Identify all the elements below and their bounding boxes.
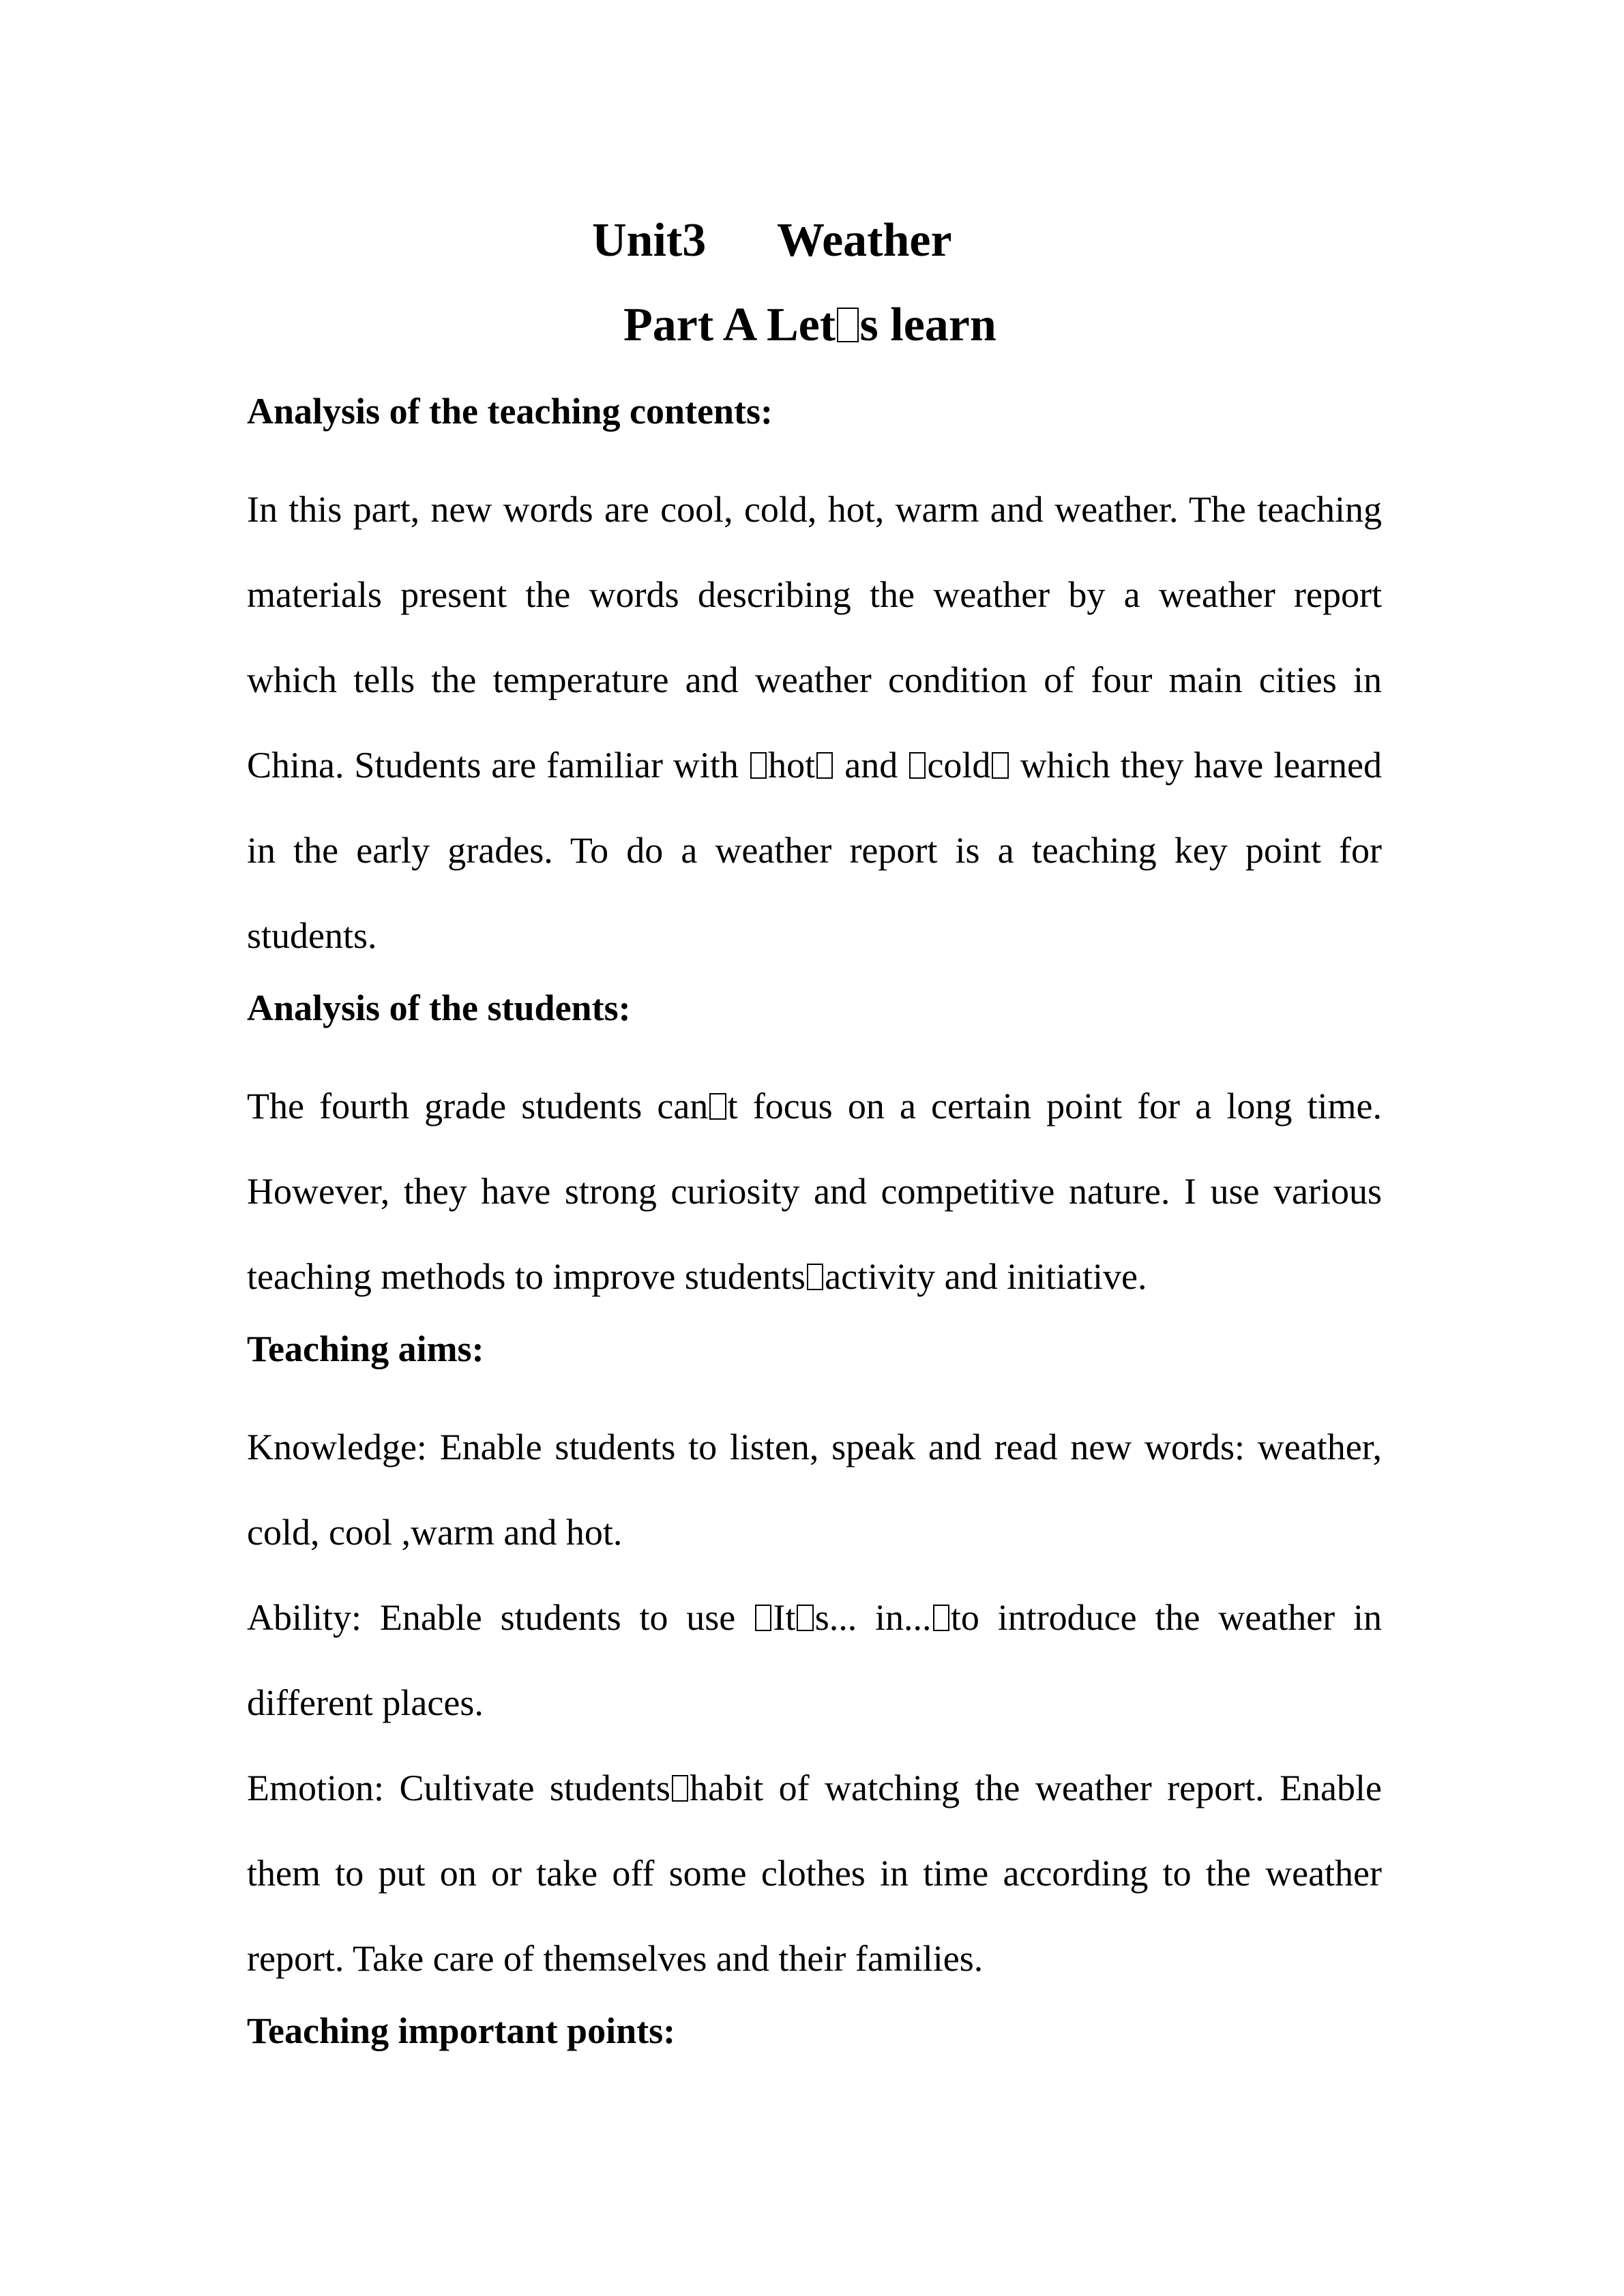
paragraph-knowledge: Knowledge: Enable students to listen, speak and read new words: weather, cold, cool ,warm and hot. — [247, 1427, 1382, 1553]
text-run: The fourth grade students can — [247, 1086, 709, 1127]
missing-glyph-box — [750, 752, 767, 779]
missing-glyph-box — [816, 752, 833, 779]
text-run: t focus on a certain point for a long time. However, they have strong curiosity and competitive nature. I use various teaching methods to improve students — [247, 1086, 1382, 1297]
text-run: It — [773, 1597, 796, 1638]
paragraph-emotion — [247, 1746, 1382, 2001]
text-run: which they have learned in the early grades. To do a weather report is a teaching key point for students. — [247, 745, 1383, 956]
paragraph-ability — [247, 1575, 1382, 1746]
text-run: Ability: Enable students to use — [247, 1597, 754, 1638]
text-run: to introduce the weather in different places. — [247, 1597, 1382, 1723]
document-body — [247, 382, 1382, 2087]
text-run: Emotion: Cultivate students — [247, 1768, 670, 1808]
paragraph-students — [247, 1064, 1382, 1320]
missing-glyph-box — [709, 1093, 726, 1120]
missing-glyph-box — [672, 1775, 688, 1802]
heading-teaching-contents: Analysis of the teaching contents: — [247, 391, 773, 432]
text-run: hot — [768, 745, 816, 786]
heading-teaching-aims: Teaching aims: — [247, 1328, 484, 1369]
missing-glyph-box — [837, 308, 859, 342]
document-title: Unit3 Weather — [592, 214, 952, 267]
text-run: activity and initiative. — [825, 1256, 1147, 1297]
subtitle-part-2: s learn — [859, 299, 996, 351]
missing-glyph-box — [909, 752, 926, 779]
text-run: s... in... — [814, 1597, 932, 1638]
missing-glyph-box — [755, 1605, 771, 1631]
text-run: cold — [927, 745, 991, 786]
missing-glyph-box — [933, 1605, 949, 1631]
document-subtitle — [0, 295, 1624, 356]
paragraph-teaching-contents — [247, 467, 1382, 979]
text-run: In this part, new words are cool, cold, hot, warm and weather. The teaching materials present the words describing the weather by a weather report which tells the temperature and weather condition of four main cities in China. Students are familiar with — [247, 489, 1382, 786]
text-run: and — [834, 745, 909, 786]
missing-glyph-box — [797, 1605, 813, 1631]
missing-glyph-box — [992, 752, 1008, 779]
text-run: habit of watching the weather report. Enable them to put on or take off some clothes in time according to the weather report. Take care of themselves and their families. — [247, 1768, 1382, 1979]
missing-glyph-box — [807, 1264, 823, 1290]
subtitle-part-1: Part A Let — [623, 299, 836, 351]
heading-important-points: Teaching important points: — [247, 2010, 676, 2051]
heading-students: Analysis of the students: — [247, 987, 631, 1028]
